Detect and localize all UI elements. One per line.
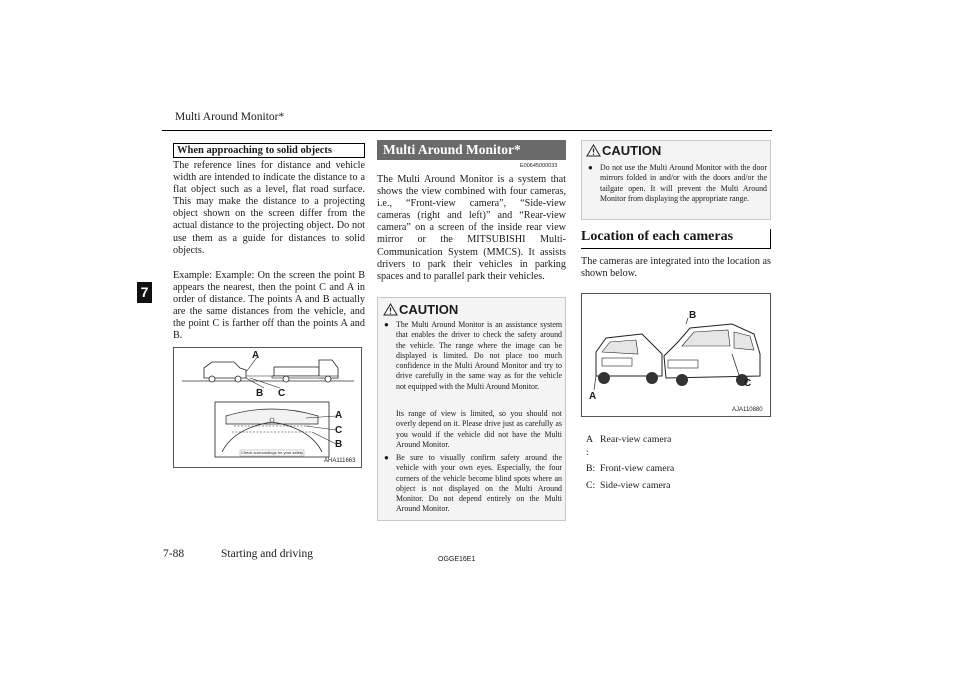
camera-location-figure <box>581 293 771 417</box>
warning-triangle-icon <box>586 144 601 162</box>
label-b-top: B <box>256 388 264 399</box>
subheading-solid-objects: When approaching to solid objects <box>173 143 365 158</box>
page-number: 7-88 <box>163 548 185 560</box>
location-paragraph: The cameras are integrated into the location as shown below. <box>581 256 771 280</box>
distance-figure <box>173 347 362 468</box>
legend-key-a: A <box>586 434 594 445</box>
left-example: Example: Example: On the screen the point B appears the nearest, then the point C and A in order of distance. The points A and B actually are the same distances from the vehicle, and the point C is farther off than the points A and B. <box>173 270 365 342</box>
location-heading: Location of each cameras <box>581 229 734 244</box>
bullet-icon: ● <box>384 320 389 329</box>
label-c-screen: C <box>335 425 343 436</box>
camera-illustration <box>582 294 770 416</box>
running-header-title: Multi Around Monitor* <box>175 111 285 123</box>
caution-bullet-1: The Multi Around Monitor is an assistance system that enables the driver to check the safety around the vehicle. The range where the image can be displayed is limited. Do not place too much confidence in the Multi Around Monitor and try to drive carefully in the same way as for the vehicle not equipped with the Multi Around Monitor. <box>396 320 562 391</box>
caution-bullet: Do not use the Multi Around Monitor with the door mirrors folded in and/or with the doors and/or the tailgate open. It will prevent the Multi Around Monitor from displaying the appropriate range. <box>600 163 767 203</box>
footer-section: Starting and driving <box>221 548 313 560</box>
heading-rule <box>581 248 771 249</box>
caution-heading: CAUTION <box>399 302 459 317</box>
label-a-top: A <box>252 350 260 361</box>
header-rule <box>162 130 772 131</box>
middle-paragraph: The Multi Around Monitor is a system that shows the view combined with four cameras, i.e., “Front-view camera”, “Side-view cameras (right and left)” and “Rear-view camera” on a screen of the inside rear view mirror or the MITSUBISHI Multi-Communication System (MMCS). It assists drivers to park their vehicles in parking spaces and to parallel park their vehicles. <box>377 174 566 282</box>
caution-heading: CAUTION <box>602 143 662 158</box>
bullet-icon: ● <box>384 453 389 462</box>
legend-text-b: Front-view camera <box>600 463 675 474</box>
legend-key-c: C: <box>586 480 596 491</box>
legend-text-a: Rear-view camera <box>600 434 672 445</box>
legend-text-c: Side-view camera <box>600 480 671 491</box>
label-c: C <box>744 378 752 389</box>
label-b-screen: B <box>335 439 343 450</box>
section-code: E00645000033 <box>520 163 558 169</box>
screen-notice: Check surroundings for your safety. <box>241 450 304 455</box>
label-c-top: C <box>278 388 286 399</box>
label-a: A <box>589 391 597 402</box>
caution-extra-paragraph: Its range of view is limited, so you should not overly depend on it. Please drive just as carefully as you would if the vehicle did not have the Multi Around Monitor. <box>396 409 562 449</box>
left-paragraph: The reference lines for distance and vehicle width are intended to indicate the distance to a flat object such as a level, flat road surface. This may make the distance to a projecting object shown on the screen differ from the actual distance to the projecting object. Do not use them as a guide for distances to solid objects. <box>173 160 365 256</box>
chapter-tab: 7 <box>137 282 152 303</box>
doc-code: OGGE16E1 <box>438 556 476 563</box>
caution-bullet-2: Be sure to visually confirm safety around the vehicle with your own eyes. Especially, the four corners of the vehicle become blind spots where an object is not displayed on the Multi Around Monitor. Do not depend entirely on the Multi Around Monitor. <box>396 453 562 514</box>
caution-box-middle <box>377 297 566 521</box>
section-title-bar: Multi Around Monitor* <box>377 140 566 160</box>
legend-sep-a: : <box>586 447 589 458</box>
legend-key-b: B: <box>586 463 596 474</box>
label-a-screen: A <box>335 410 343 421</box>
figure-code: AJA110880 <box>732 407 763 413</box>
warning-triangle-icon <box>383 303 398 321</box>
label-b: B <box>689 310 697 321</box>
caution-box-right <box>581 140 771 220</box>
heading-rule-tick <box>770 229 771 249</box>
figure-code: AHA111663 <box>324 458 356 464</box>
bullet-icon: ● <box>588 163 593 172</box>
